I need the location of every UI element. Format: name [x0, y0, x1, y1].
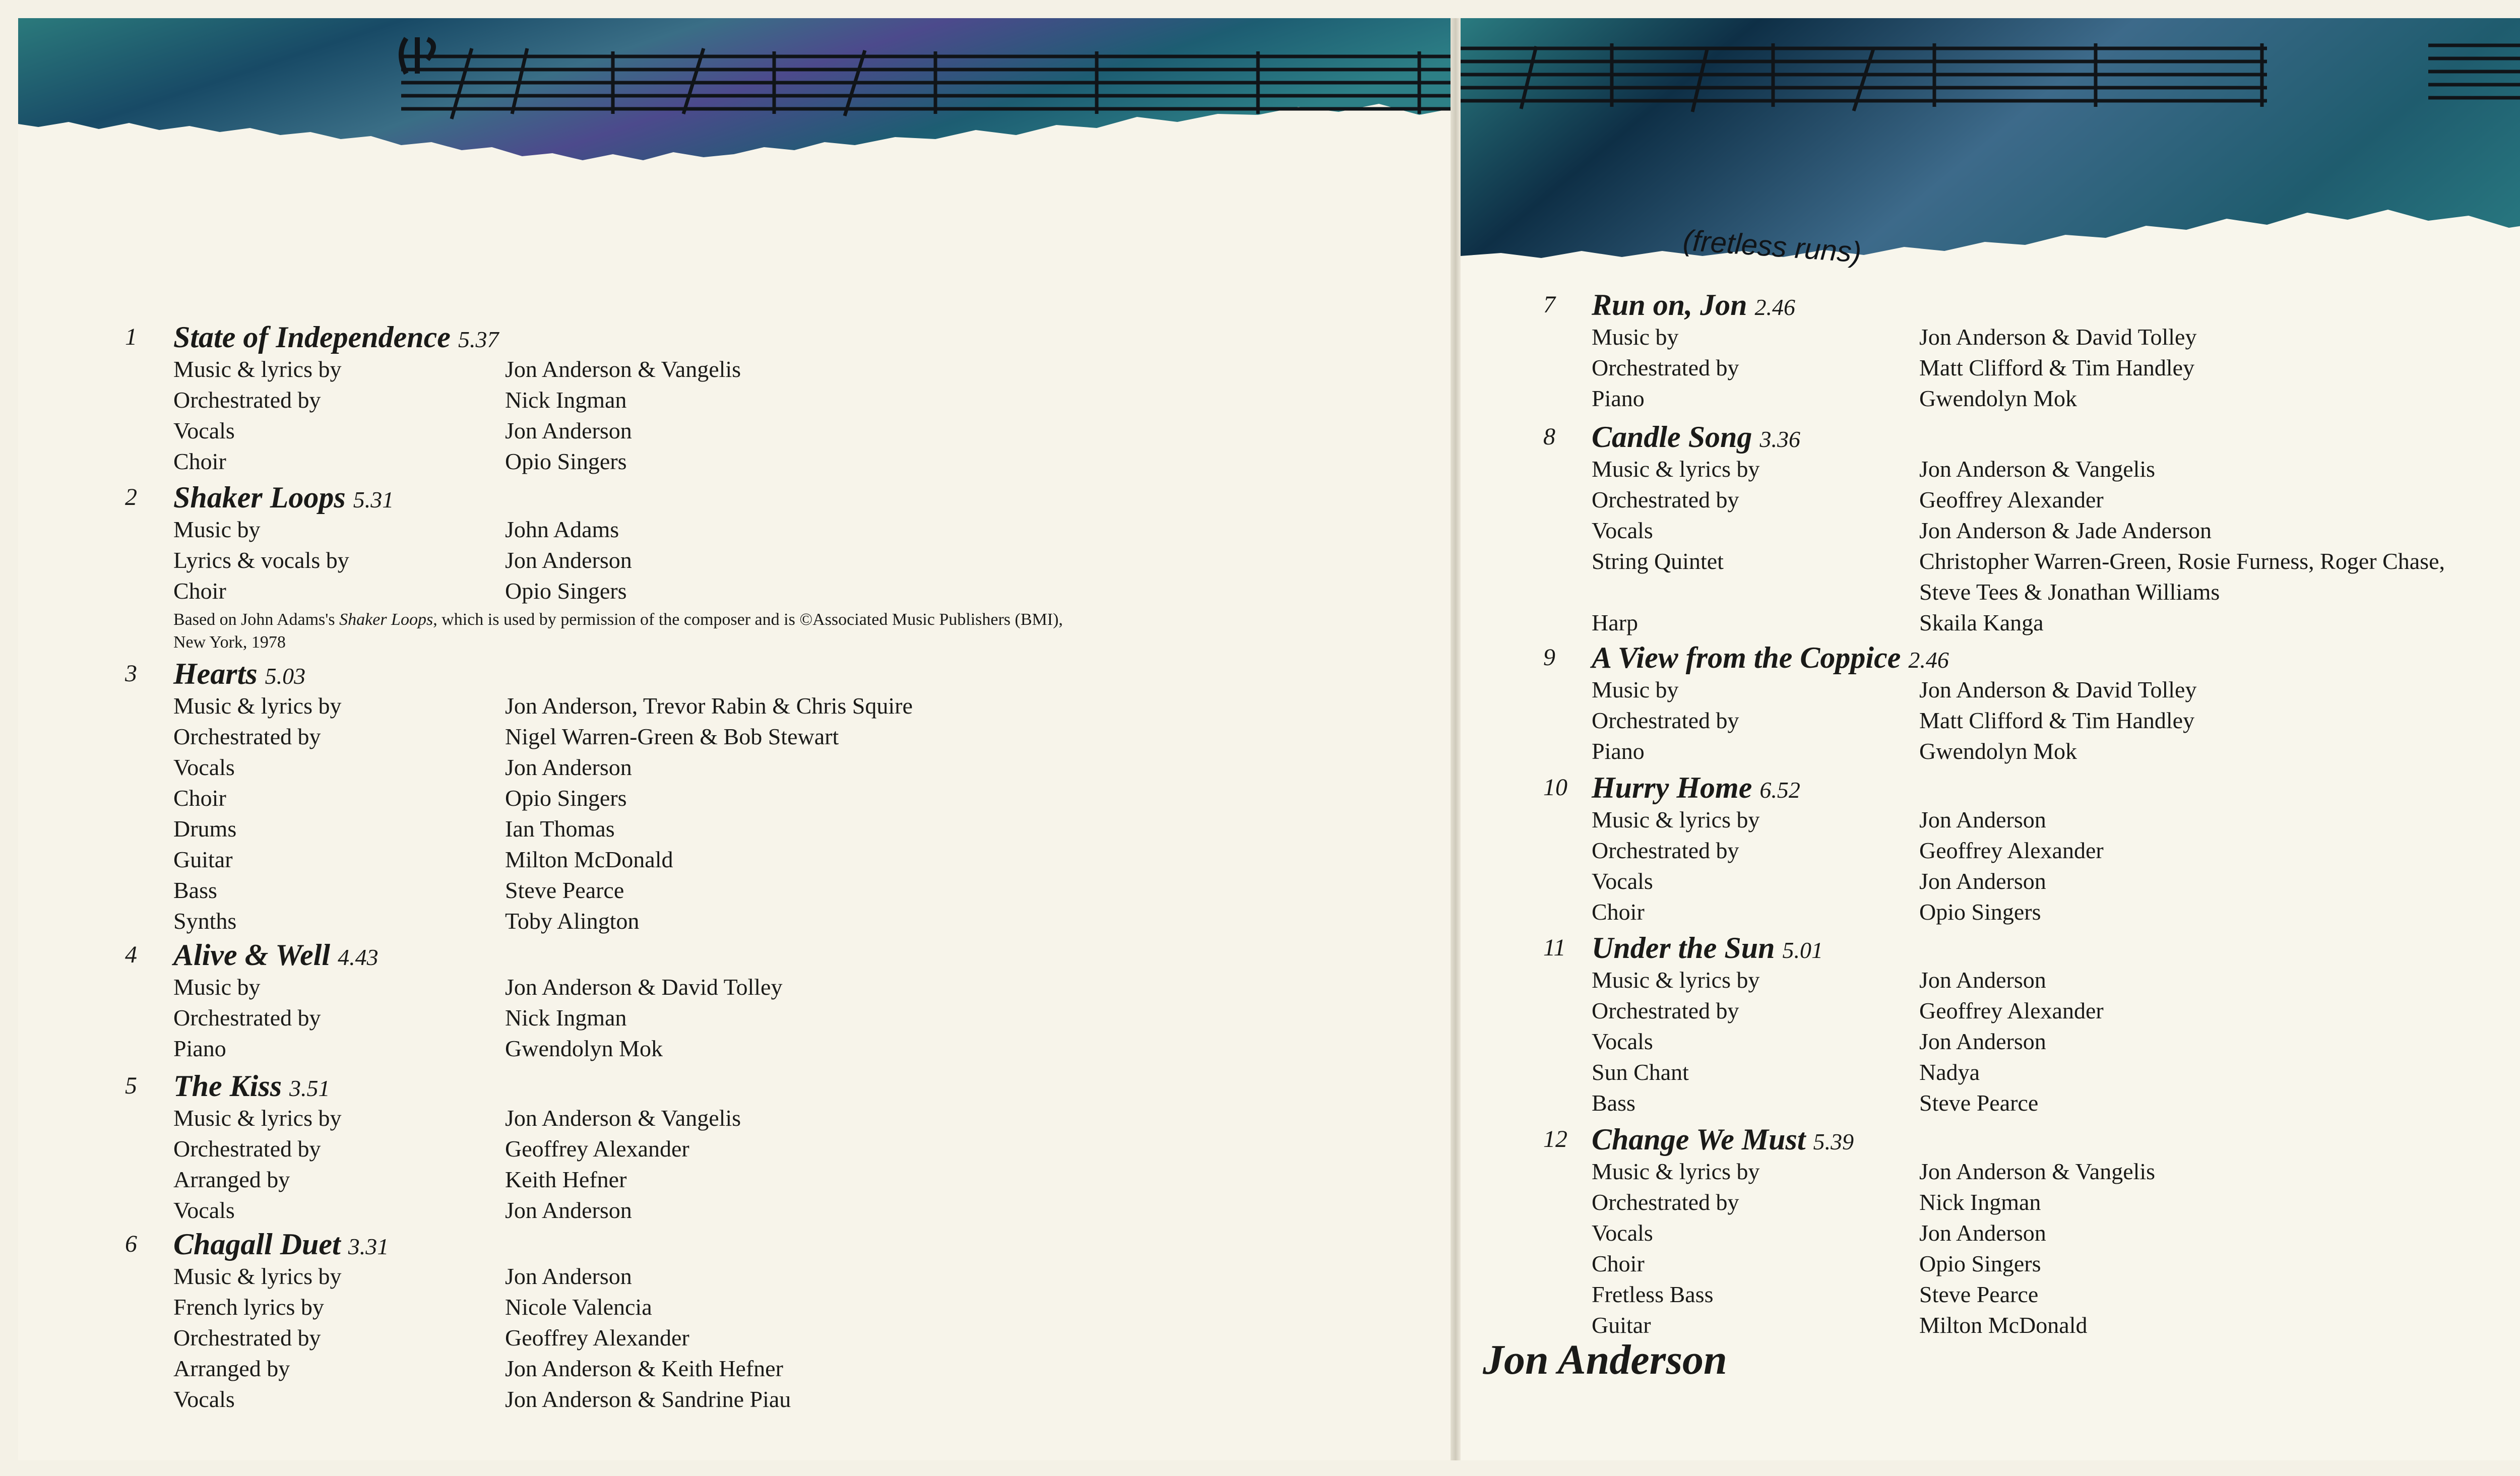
track-title — [1592, 286, 1795, 326]
signature-jon-anderson: Jon Anderson — [1483, 1336, 1727, 1383]
credit-role: Synths — [173, 908, 237, 934]
track-title — [173, 1226, 389, 1265]
credit-name: Jon Anderson & Keith Hefner — [505, 1356, 783, 1381]
credit-name: Jon Anderson — [1919, 807, 2046, 832]
credit-name: Opio Singers — [1919, 899, 2041, 925]
credit-name: Matt Clifford & Tim Handley — [1919, 708, 2195, 733]
credit-role: French lyrics by — [173, 1294, 324, 1320]
track-number: 7 — [1543, 291, 1555, 318]
credit-role: Bass — [1592, 1090, 1635, 1116]
track-duration: 3.36 — [1759, 426, 1800, 452]
track-title — [173, 318, 498, 358]
sheet-music-banner-right — [1461, 18, 2520, 290]
credit-name: Geoffrey Alexander — [505, 1136, 689, 1162]
credit-name: Nick Ingman — [505, 1005, 627, 1031]
credit-role: Orchestrated by — [173, 1005, 321, 1031]
credit-role: Fretless Bass — [1592, 1281, 1714, 1307]
track-number: 11 — [1543, 934, 1566, 961]
credit-role: Orchestrated by — [1592, 487, 1739, 512]
credit-role: Vocals — [173, 1386, 235, 1412]
credit-role: Orchestrated by — [173, 1136, 321, 1162]
note-work-title: Shaker Loops — [339, 610, 433, 629]
track-duration: 2.46 — [1908, 647, 1949, 673]
credit-name: Jon Anderson — [505, 1263, 632, 1289]
credit-role: Lyrics & vocals by — [173, 547, 349, 573]
credit-name: Christopher Warren-Green, Rosie Furness, Roger Chase, — [1919, 548, 2445, 574]
credit-name: Jon Anderson — [505, 418, 632, 443]
track-duration: 5.31 — [353, 487, 394, 512]
credit-name: Jon Anderson & Vangelis — [1919, 456, 2156, 482]
track-duration: 4.43 — [338, 944, 379, 970]
credit-name: Jon Anderson — [505, 754, 632, 780]
track-duration: 3.31 — [348, 1234, 389, 1259]
track-title — [173, 936, 379, 976]
booklet-spine — [1451, 18, 1461, 1460]
credit-role: Piano — [1592, 386, 1645, 411]
credit-role: Vocals — [1592, 1220, 1653, 1246]
credit-name: Skaila Kanga — [1919, 610, 2044, 635]
track-title — [1592, 769, 1800, 809]
credit-role: String Quintet — [1592, 548, 1724, 574]
credit-name: Geoffrey Alexander — [505, 1325, 689, 1351]
credit-name: Steve Pearce — [1919, 1281, 2039, 1307]
track-title-text: Run on, Jon — [1592, 288, 1747, 322]
credit-name: Geoffrey Alexander — [1919, 838, 2104, 863]
track-title — [1592, 1121, 1854, 1161]
credit-role: Choir — [1592, 1251, 1645, 1276]
track-title — [173, 1067, 330, 1107]
credit-role: Vocals — [173, 754, 235, 780]
credit-role: Music by — [1592, 677, 1679, 702]
credit-role: Music & lyrics by — [173, 356, 342, 382]
credit-name: Gwendolyn Mok — [505, 1036, 663, 1061]
track-title — [173, 479, 394, 519]
track-duration: 5.37 — [458, 327, 499, 352]
credit-role: Vocals — [173, 418, 235, 443]
credit-name: Jon Anderson — [1919, 1029, 2046, 1054]
credit-role: Orchestrated by — [1592, 708, 1739, 733]
credit-name: Gwendolyn Mok — [1919, 738, 2077, 764]
track-duration: 5.03 — [265, 663, 306, 689]
credit-name: Jon Anderson — [1919, 967, 2046, 993]
credit-role: Music by — [173, 974, 261, 1000]
credit-name: Jon Anderson & David Tolley — [1919, 324, 2197, 350]
credit-name: Jon Anderson — [1919, 868, 2046, 894]
track-number: 12 — [1543, 1126, 1567, 1152]
credit-name: Nick Ingman — [1919, 1189, 2041, 1215]
note-text: Based on John Adams's — [173, 610, 340, 629]
credit-role: Music & lyrics by — [173, 1105, 342, 1131]
credit-role: Music & lyrics by — [1592, 807, 1760, 832]
credit-role: Harp — [1592, 610, 1638, 635]
credit-role: Orchestrated by — [173, 387, 321, 413]
track-duration: 5.39 — [1813, 1129, 1854, 1154]
credit-role: Orchestrated by — [1592, 998, 1739, 1023]
track-title-text: Chagall Duet — [173, 1228, 341, 1261]
track-title-text: State of Independence — [173, 320, 451, 354]
credit-name: Geoffrey Alexander — [1919, 487, 2104, 512]
credit-name: Geoffrey Alexander — [1919, 998, 2104, 1023]
credit-role: Piano — [1592, 738, 1645, 764]
credit-role: Music & lyrics by — [1592, 1159, 1760, 1184]
credit-name: Jon Anderson — [505, 547, 632, 573]
track-number: 1 — [125, 324, 137, 350]
credit-role: Music & lyrics by — [1592, 456, 1760, 482]
track-title — [173, 655, 305, 695]
track-number: 3 — [125, 660, 137, 687]
credit-name: Opio Singers — [505, 578, 627, 604]
credit-name: Keith Hefner — [505, 1167, 627, 1192]
copyright-note — [173, 608, 1081, 654]
track-duration: 5.01 — [1782, 937, 1823, 963]
credit-role: Vocals — [1592, 518, 1653, 543]
credit-role: Orchestrated by — [173, 724, 321, 749]
credit-role: Vocals — [1592, 1029, 1653, 1054]
credit-name: Steve Pearce — [505, 877, 624, 903]
track-title-text: Shaker Loops — [173, 481, 346, 514]
credit-role: Choir — [173, 785, 226, 811]
credit-name: Jon Anderson & Sandrine Piau — [505, 1386, 791, 1412]
credit-name: Steve Tees & Jonathan Williams — [1919, 579, 2220, 605]
track-title-text: Candle Song — [1592, 420, 1752, 454]
credit-role: Vocals — [1592, 868, 1653, 894]
credit-role: Choir — [173, 578, 226, 604]
credit-role: Choir — [173, 448, 226, 474]
credit-name: Jon Anderson & David Tolley — [505, 974, 783, 1000]
track-number: 5 — [125, 1072, 137, 1099]
credit-role: Orchestrated by — [1592, 1189, 1739, 1215]
track-title — [1592, 929, 1823, 969]
right-page — [1461, 18, 2520, 1460]
credit-name: Jon Anderson — [1919, 1220, 2046, 1246]
credit-name: Milton McDonald — [505, 847, 673, 872]
left-page — [18, 18, 1451, 1460]
credit-name: Ian Thomas — [505, 816, 615, 842]
track-number: 2 — [125, 484, 137, 510]
credit-role: Music by — [1592, 324, 1679, 350]
track-title-text: Under the Sun — [1592, 931, 1775, 965]
credit-name: Jon Anderson — [505, 1197, 632, 1223]
credit-role: Sun Chant — [1592, 1059, 1689, 1085]
credit-role: Arranged by — [173, 1356, 290, 1381]
credit-name: Jon Anderson & Vangelis — [1919, 1159, 2156, 1184]
credit-role: Guitar — [1592, 1312, 1651, 1338]
credit-name: Nicole Valencia — [505, 1294, 652, 1320]
track-number: 9 — [1543, 644, 1555, 671]
track-duration: 6.52 — [1759, 777, 1800, 803]
track-title — [1592, 418, 1800, 458]
credit-name: John Adams — [505, 517, 619, 542]
credit-name: Toby Alington — [505, 908, 640, 934]
credit-role: Arranged by — [173, 1167, 290, 1192]
credit-name: Jon Anderson & Jade Anderson — [1919, 518, 2212, 543]
credit-name: Jon Anderson & Vangelis — [505, 1105, 741, 1131]
credit-role: Guitar — [173, 847, 233, 872]
credit-role: Orchestrated by — [173, 1325, 321, 1351]
credit-role: Orchestrated by — [1592, 838, 1739, 863]
credit-name: Jon Anderson & Vangelis — [505, 356, 741, 382]
score-annotation: (fretless runs) — [1682, 224, 1863, 269]
credit-name: Opio Singers — [505, 785, 627, 811]
credit-name: Opio Singers — [1919, 1251, 2041, 1276]
track-duration: 2.46 — [1754, 294, 1795, 320]
track-duration: 3.51 — [289, 1075, 330, 1101]
credit-name: Jon Anderson & David Tolley — [1919, 677, 2197, 702]
credit-role: Music & lyrics by — [1592, 967, 1760, 993]
credit-name: Milton McDonald — [1919, 1312, 2088, 1338]
credit-name: Jon Anderson, Trevor Rabin & Chris Squire — [505, 693, 913, 719]
track-number: 8 — [1543, 423, 1555, 450]
track-number: 6 — [125, 1231, 137, 1257]
note-text: , which is used by permission of the composer and is ©Associated Music Publishers (BMI), New York, 1978 — [173, 610, 1063, 652]
credit-role: Music & lyrics by — [173, 693, 342, 719]
credit-role: Music & lyrics by — [173, 1263, 342, 1289]
track-title-text: Change We Must — [1592, 1123, 1806, 1156]
credit-role: Choir — [1592, 899, 1645, 925]
credit-role: Bass — [173, 877, 217, 903]
credit-name: Matt Clifford & Tim Handley — [1919, 355, 2195, 380]
track-title-text: Hurry Home — [1592, 771, 1752, 804]
track-number: 4 — [125, 941, 137, 968]
credit-role: Piano — [173, 1036, 226, 1061]
credit-role: Vocals — [173, 1197, 235, 1223]
track-title-text: A View from the Coppice — [1592, 641, 1901, 674]
credit-name: Nigel Warren-Green & Bob Stewart — [505, 724, 839, 749]
credit-role: Orchestrated by — [1592, 355, 1739, 380]
credit-role: Drums — [173, 816, 237, 842]
track-title-text: Alive & Well — [173, 938, 331, 972]
credit-name: Nick Ingman — [505, 387, 627, 413]
credit-role: Music by — [173, 517, 261, 542]
credit-name: Opio Singers — [505, 448, 627, 474]
track-title-text: The Kiss — [173, 1069, 282, 1103]
sheet-music-banner-left — [18, 18, 1451, 189]
track-title — [1592, 639, 1949, 679]
track-number: 10 — [1543, 774, 1567, 801]
track-title-text: Hearts — [173, 657, 258, 690]
credit-name: Nadya — [1919, 1059, 1980, 1085]
credit-name: Steve Pearce — [1919, 1090, 2039, 1116]
credit-name: Gwendolyn Mok — [1919, 386, 2077, 411]
